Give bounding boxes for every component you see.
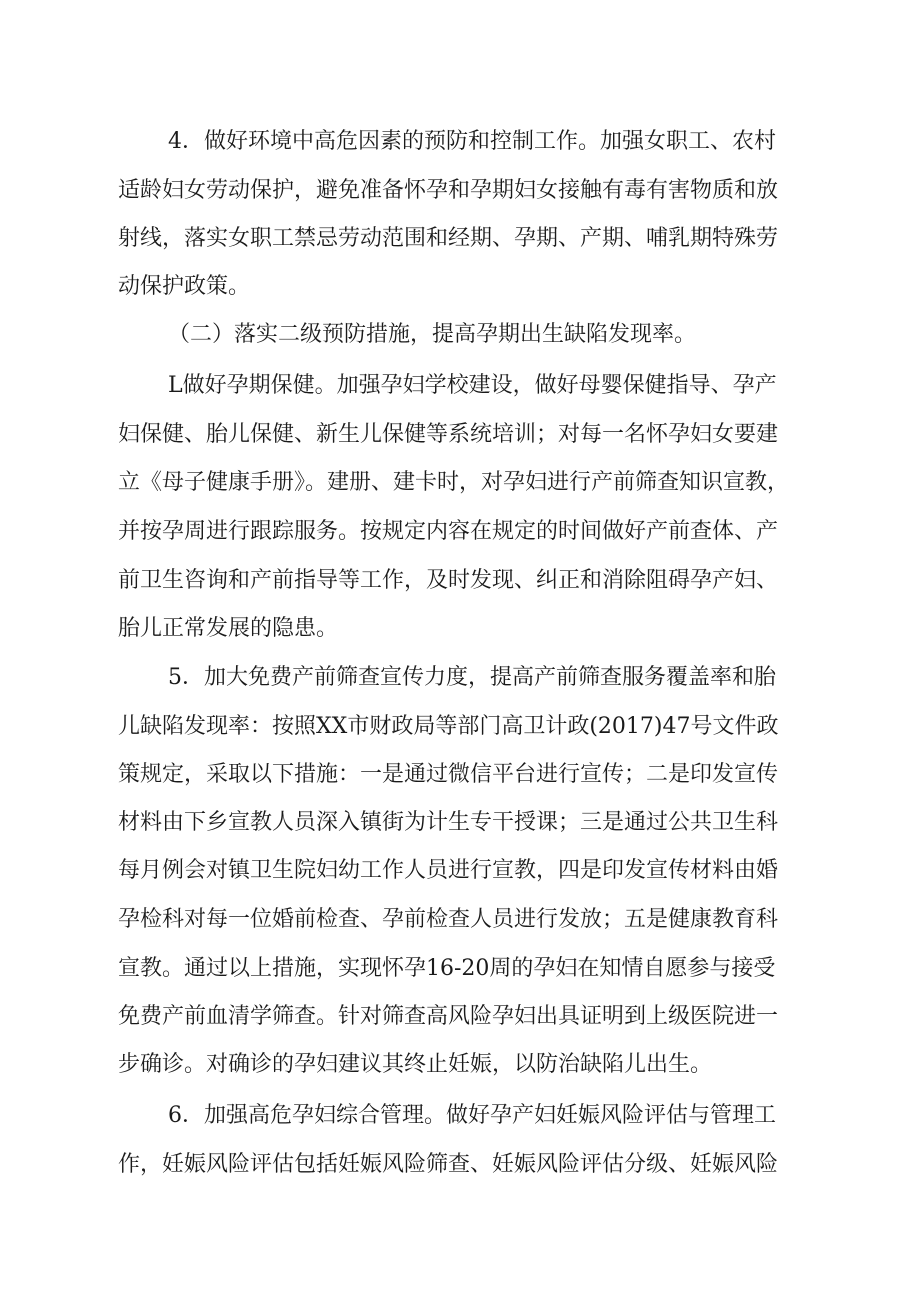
text-line: 宣教。通过以上措施，实现怀孕16-20周的孕妇在知情自愿参与接受 <box>118 956 776 981</box>
text-line: 胎儿正常发展的隐患。 <box>118 616 339 641</box>
text-line: 适龄妇女劳动保护，避免准备怀孕和孕期妇女接触有毒有害物质和放 <box>118 178 779 203</box>
text-line: 前卫生咨询和产前指导等工作，及时发现、纠正和消除阻碍孕产妇、 <box>118 568 779 593</box>
text-line: 步确诊。对确诊的孕妇建议其终止妊娠，以防治缺陷儿出生。 <box>118 1052 713 1077</box>
text-line: 妇保健、胎儿保健、新生儿保健等系统培训；对每一名怀孕妇女要建 <box>118 422 779 447</box>
text-line: 射线，落实女职工禁忌劳动范围和经期、孕期、产期、哺乳期特殊劳 <box>118 226 779 251</box>
text-line: 儿缺陷发现率：按照XX市财政局等部门高卫计政(2017)47号文件政 <box>118 714 779 739</box>
text-line: 6．加强高危孕妇综合管理。做好孕产妇妊娠风险评估与管理工 <box>168 1103 776 1128</box>
text-line: 孕检科对每一位婚前检查、孕前检查人员进行发放；五是健康教育科 <box>118 907 779 932</box>
text-line: L做好孕期保健。加强孕妇学校建设，做好母婴保健指导、孕产 <box>168 373 777 398</box>
text-line: （二）落实二级预防措施，提高孕期出生缺陷发现率。 <box>168 322 697 347</box>
text-line: 并按孕周进行跟踪服务。按规定内容在规定的时间做好产前查体、产 <box>118 519 779 544</box>
text-line: 策规定，采取以下措施：一是通过微信平台进行宣传；二是印发宣传 <box>118 762 779 787</box>
text-line: 免费产前血清学筛查。针对筛查高风险孕妇出具证明到上级医院进一 <box>118 1004 779 1029</box>
text-line: 5．加大免费产前筛查宣传力度，提高产前筛查服务覆盖率和胎 <box>168 665 776 690</box>
text-line: 每月例会对镇卫生院妇幼工作人员进行宣教，四是印发宣传材料由婚 <box>118 858 779 883</box>
text-line: 立《母子健康手册》。建册、建卡时，对孕妇进行产前筛查知识宣教， <box>118 470 790 495</box>
text-line: 材料由下乡宣教人员深入镇街为计生专干授课；三是通过公共卫生科 <box>118 810 779 835</box>
text-line: 作，妊娠风险评估包括妊娠风险筛查、妊娠风险评估分级、妊娠风险 <box>118 1152 779 1177</box>
text-line: 4．做好环境中高危因素的预防和控制工作。加强女职工、农村 <box>168 129 776 154</box>
text-line: 动保护政策。 <box>118 274 251 299</box>
